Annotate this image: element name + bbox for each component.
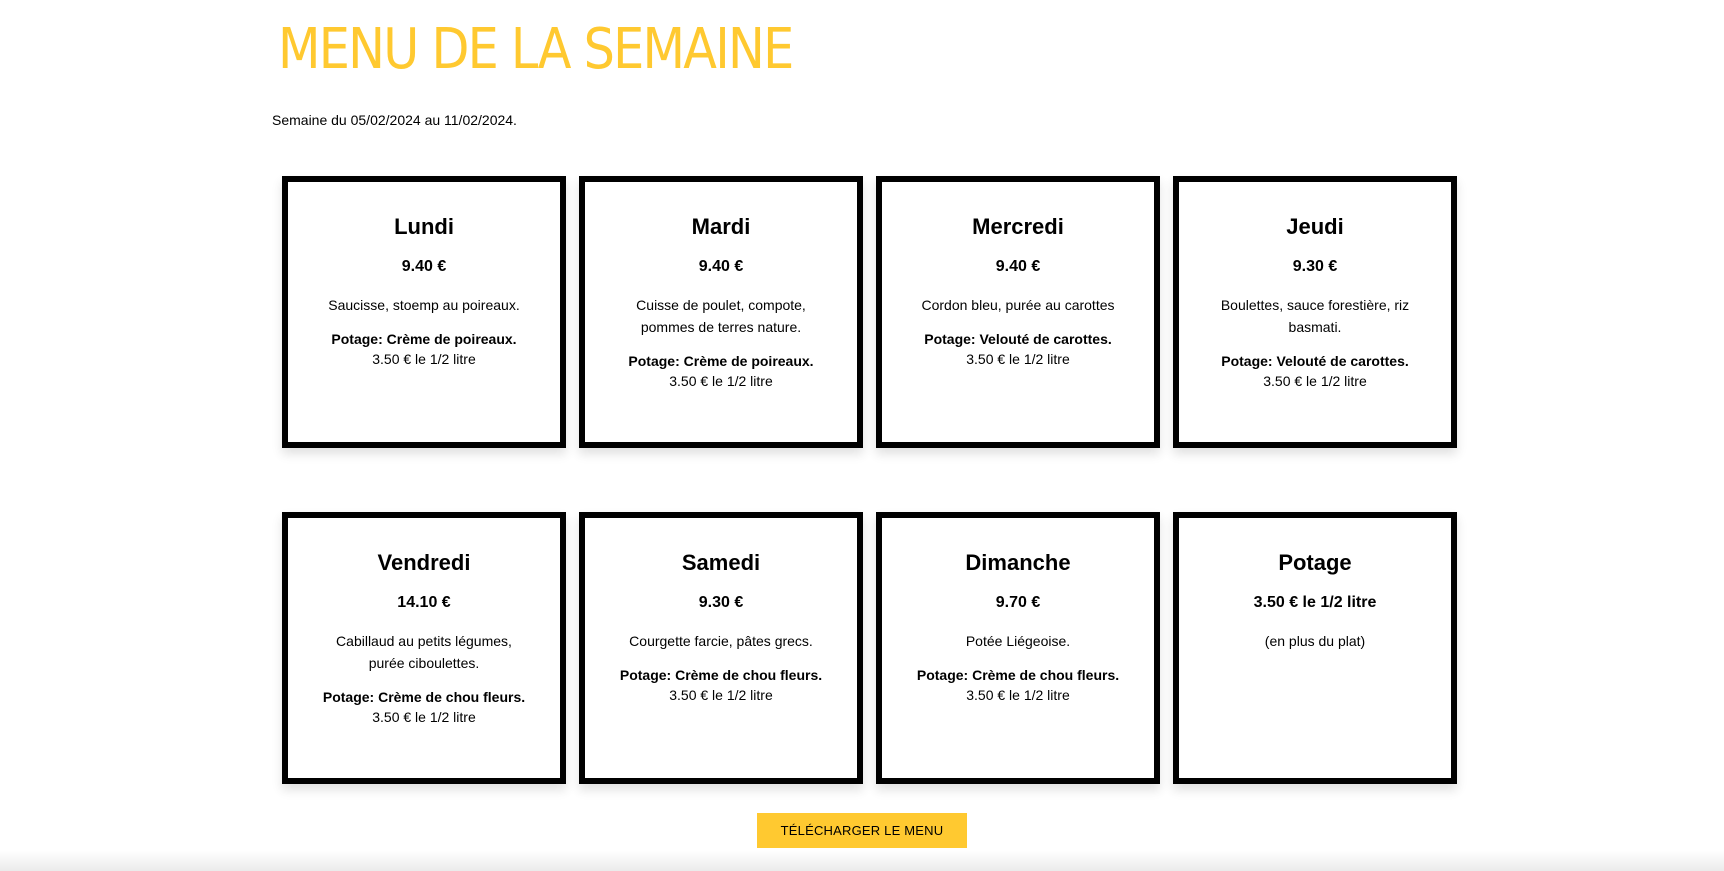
- card-day: Lundi: [394, 214, 454, 239]
- card-day: Mercredi: [972, 214, 1064, 239]
- card-day: Vendredi: [377, 550, 471, 575]
- card-soup-price: 3.50 € le 1/2 litre: [966, 351, 1070, 367]
- card-price: 9.70 €: [995, 594, 1041, 611]
- card-soup: Potage: Crème de chou fleurs.: [916, 667, 1120, 683]
- card-soup-price: 3.50 € le 1/2 litre: [966, 687, 1070, 703]
- card-dish: Boulettes, sauce forestière, riz basmati.: [1220, 297, 1410, 335]
- menu-card-lundi: [282, 176, 566, 448]
- card-soup-price: 3.50 € le 1/2 litre: [669, 687, 773, 703]
- card-dish: Cuisse de poulet, compote, pommes de terres nature.: [636, 297, 806, 335]
- card-price: 9.40 €: [698, 258, 744, 275]
- card-dish: Cordon bleu, purée au carottes: [921, 297, 1115, 313]
- menu-card-dimanche: [876, 512, 1160, 784]
- menu-card-mercredi: [876, 176, 1160, 448]
- bottom-fade-divider: [0, 851, 1724, 871]
- page-title: MENU DE LA SEMAINE: [278, 17, 793, 82]
- menu-card-jeudi: [1173, 176, 1457, 448]
- card-soup: Potage: Velouté de carottes.: [1221, 353, 1409, 369]
- card-price: 3.50 € le 1/2 litre: [1253, 594, 1377, 611]
- card-price: 9.30 €: [1292, 258, 1338, 275]
- card-dish: (en plus du plat): [1264, 633, 1366, 649]
- menu-card-vendredi: [282, 512, 566, 784]
- card-price: 14.10 €: [397, 594, 451, 611]
- card-day: Samedi: [681, 550, 761, 575]
- card-day: Potage: [1278, 550, 1352, 575]
- card-soup: Potage: Crème de poireaux.: [628, 353, 814, 369]
- card-price: 9.40 €: [995, 258, 1041, 275]
- card-dish: Saucisse, stoemp au poireaux.: [328, 297, 520, 313]
- card-dish: Cabillaud au petits légumes, purée ciboulettes.: [336, 633, 512, 671]
- card-dish: Potée Liégeoise.: [965, 633, 1071, 649]
- card-soup: Potage: Velouté de carottes.: [924, 331, 1112, 347]
- menu-grid: [282, 176, 1458, 784]
- card-day: Dimanche: [965, 550, 1071, 575]
- card-soup-price: 3.50 € le 1/2 litre: [372, 351, 476, 367]
- card-soup: Potage: Crème de chou fleurs.: [322, 689, 526, 705]
- card-soup-price: 3.50 € le 1/2 litre: [1263, 373, 1367, 389]
- menu-card-samedi: [579, 512, 863, 784]
- card-price: 9.30 €: [698, 594, 744, 611]
- card-soup: Potage: Crème de chou fleurs.: [619, 667, 823, 683]
- card-day: Jeudi: [1286, 214, 1344, 239]
- card-soup-price: 3.50 € le 1/2 litre: [372, 709, 476, 725]
- card-dish: Courgette farcie, pâtes grecs.: [629, 633, 813, 649]
- card-soup-price: 3.50 € le 1/2 litre: [669, 373, 773, 389]
- week-range-text: Semaine du 05/02/2024 au 11/02/2024.: [272, 112, 517, 128]
- menu-card-potage: [1173, 512, 1457, 784]
- card-soup: Potage: Crème de poireaux.: [331, 331, 517, 347]
- card-price: 9.40 €: [401, 258, 447, 275]
- card-day: Mardi: [691, 214, 751, 239]
- menu-card-mardi: [579, 176, 863, 448]
- download-menu-button[interactable]: TÉLÉCHARGER LE MENU: [757, 813, 967, 848]
